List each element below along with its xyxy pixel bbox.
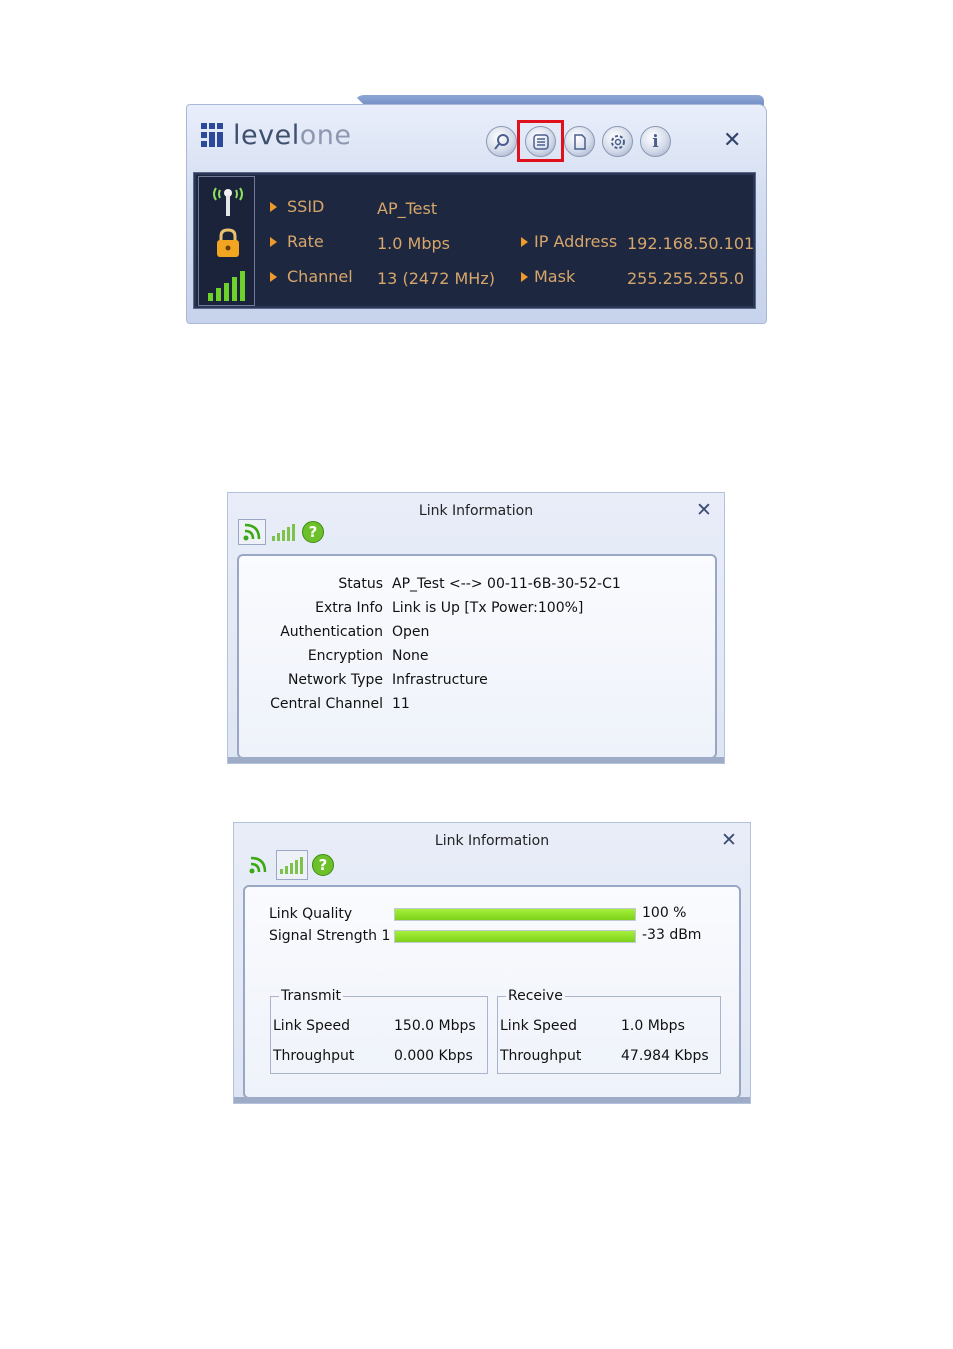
arrow-icon (270, 237, 277, 247)
signal-bars-icon (208, 269, 250, 301)
transmit-group (270, 988, 488, 1074)
link-quality-label: Link Quality (269, 906, 353, 922)
info-value: Open (392, 624, 430, 640)
mask-label: Mask (521, 267, 575, 286)
wifi-icon (242, 522, 262, 542)
signal-strength-fill (395, 931, 635, 942)
info-value: Link is Up [Tx Power:100%] (392, 600, 584, 616)
info-row (239, 600, 584, 624)
link-info-statistics-window (233, 822, 751, 1104)
close-button[interactable]: ✕ (723, 128, 742, 153)
info-row (239, 576, 621, 600)
ssid-label: SSID (270, 197, 324, 216)
rx-throughput-value: 47.984 Kbps (621, 1048, 709, 1064)
tx-throughput-label: Throughput (273, 1048, 355, 1064)
tx-throughput-value: 0.000 Kbps (394, 1048, 473, 1064)
receive-group (497, 988, 721, 1074)
arrow-icon (521, 272, 528, 282)
arrow-icon (270, 272, 277, 282)
settings-button[interactable] (602, 126, 633, 157)
arrow-icon (270, 202, 277, 212)
brand-name-light: one (299, 119, 352, 151)
profile-icon (571, 133, 589, 151)
help-icon[interactable]: ? (302, 521, 324, 543)
help-icon[interactable]: ? (312, 854, 334, 876)
info-row (239, 648, 579, 672)
info-label: Central Channel (270, 696, 383, 712)
status-sidebar (198, 176, 255, 306)
signal-bars-icon (270, 522, 298, 542)
signal-bars-icon (278, 855, 306, 875)
settings-icon (608, 132, 628, 152)
statistics-panel (243, 885, 741, 1099)
tab-statistics[interactable] (270, 519, 298, 545)
window-base (234, 1097, 750, 1103)
antenna-icon (208, 182, 248, 218)
rx-link-speed-label: Link Speed (500, 1018, 578, 1034)
ssid-value: AP_Test (377, 199, 438, 218)
page-switcher (238, 519, 324, 545)
rx-throughput-label: Throughput (500, 1048, 582, 1064)
info-row (239, 624, 579, 648)
signal-strength-bar (394, 930, 636, 943)
tab-statistics[interactable] (276, 850, 308, 880)
rate-label: Rate (270, 232, 324, 251)
arrow-icon (521, 237, 528, 247)
link-info-general-window (227, 492, 725, 764)
search-icon (493, 133, 511, 151)
link-quality-value: 100 % (642, 905, 687, 921)
link-quality-fill (395, 909, 635, 920)
signal-strength-value: -33 dBm (642, 927, 702, 943)
page-switcher (244, 850, 334, 880)
wifi-icon (248, 855, 268, 875)
transmit-legend: Transmit (281, 988, 342, 1004)
info-value: None (392, 648, 429, 664)
info-label: Network Type (287, 672, 383, 688)
info-value: 11 (392, 696, 410, 712)
tab-general[interactable] (244, 852, 272, 878)
search-button[interactable] (486, 126, 517, 157)
logo-mark-icon (201, 123, 225, 147)
ip-address-value: 192.168.50.101 (627, 234, 755, 253)
info-panel (237, 554, 717, 759)
link-quality-bar (394, 908, 636, 921)
mask-value: 255.255.255.0 (627, 269, 745, 288)
window-title: Link Information (434, 833, 550, 849)
connection-summary (193, 172, 756, 309)
info-label: Status (338, 576, 383, 592)
signal-strength-label: Signal Strength 1 (269, 928, 391, 944)
tx-link-speed-label: Link Speed (273, 1018, 351, 1034)
info-label: Extra Info (315, 600, 383, 616)
close-button[interactable]: ✕ (696, 499, 712, 521)
brand-name-strong: level (233, 119, 300, 151)
brand-logo (201, 117, 351, 153)
close-button[interactable]: ✕ (721, 829, 737, 851)
info-value: Infrastructure (392, 672, 488, 688)
about-button[interactable] (640, 126, 671, 157)
profile-button[interactable] (564, 126, 595, 157)
tx-link-speed-value: 150.0 Mbps (394, 1018, 476, 1034)
info-icon: i (652, 131, 659, 152)
rate-value: 1.0 Mbps (377, 234, 450, 253)
info-label: Encryption (307, 648, 383, 664)
info-row (239, 672, 579, 696)
window-base (228, 757, 724, 763)
rx-link-speed-value: 1.0 Mbps (621, 1018, 685, 1034)
info-value: AP_Test <--> 00-11-6B-30-52-C1 (392, 576, 621, 592)
info-label: Authentication (280, 624, 383, 640)
info-row (239, 696, 579, 720)
lock-icon (213, 227, 243, 259)
ip-address-label: IP Address (521, 232, 617, 251)
receive-legend: Receive (508, 988, 563, 1004)
toolbar-highlight-box (517, 120, 564, 162)
tab-general[interactable] (238, 519, 266, 545)
utility-panel (186, 92, 767, 324)
channel-label: Channel (270, 267, 353, 286)
window-title: Link Information (418, 503, 534, 519)
channel-value: 13 (2472 MHz) (377, 269, 495, 288)
